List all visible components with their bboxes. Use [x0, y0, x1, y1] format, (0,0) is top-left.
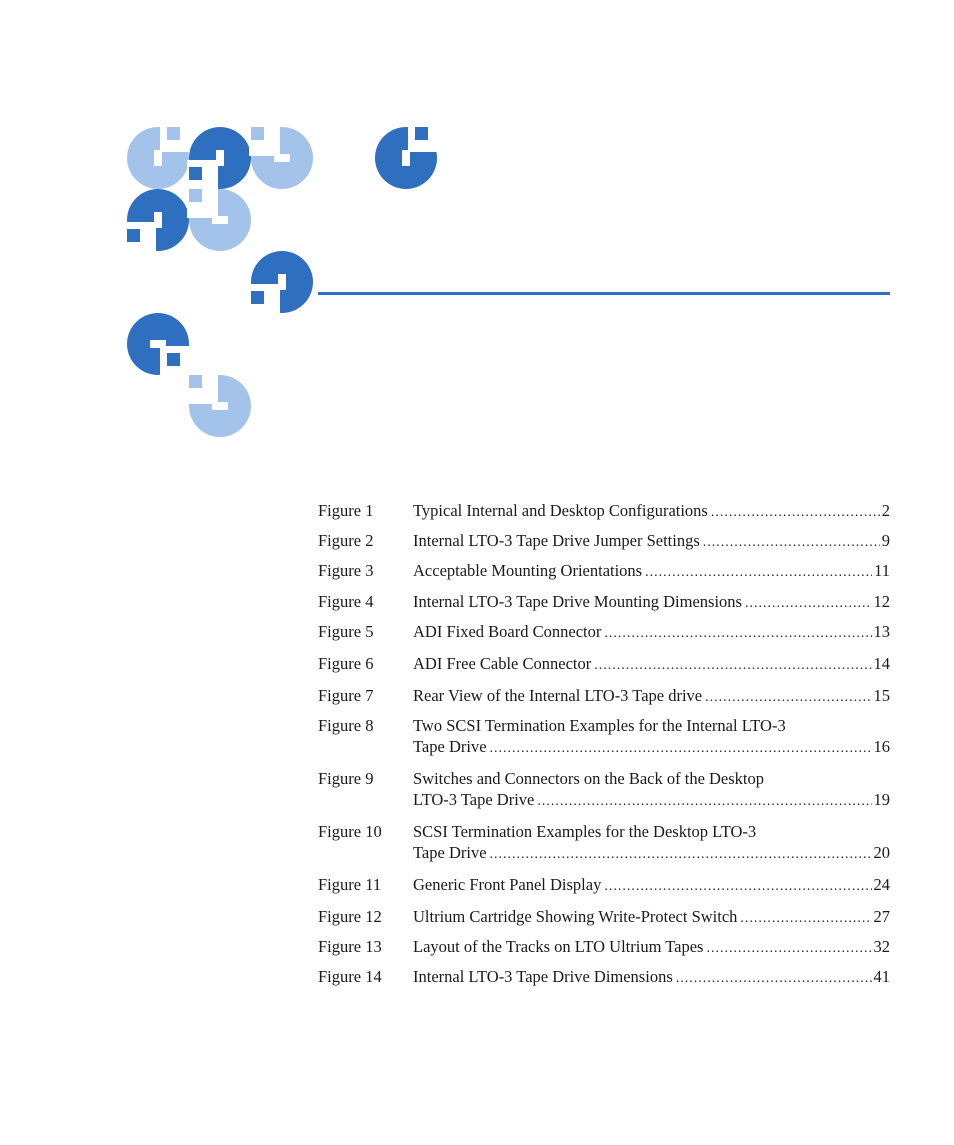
page-number: 12 — [873, 592, 890, 611]
figure-title: Two SCSI Termination Examples for the Internal LTO-3 — [413, 716, 786, 735]
figure-title: LTO-3 Tape Drive — [413, 790, 535, 809]
page-number: 27 — [873, 907, 890, 926]
page-number: 9 — [881, 531, 890, 550]
dot-leader — [604, 876, 871, 897]
page-number: 19 — [873, 790, 890, 809]
logo-tile-icon — [125, 189, 189, 255]
dot-leader — [537, 791, 871, 812]
figure-number: Figure 4 — [318, 592, 374, 611]
quantum-logo-pattern — [0, 0, 954, 460]
dot-leader — [705, 687, 871, 708]
figure-title: Layout of the Tracks on LTO Ultrium Tapes — [413, 937, 704, 956]
figure-title: SCSI Termination Examples for the Desktop LTO-3 — [413, 822, 757, 841]
figure-title: ADI Free Cable Connector — [413, 654, 592, 673]
logo-tile-icon — [187, 373, 251, 437]
dot-leader — [676, 968, 872, 989]
dot-leader — [711, 502, 880, 523]
figure-number: Figure 7 — [318, 686, 374, 705]
figure-title: Internal LTO-3 Tape Drive Jumper Settings — [413, 531, 700, 550]
page-number: 13 — [873, 622, 890, 641]
dot-leader — [745, 593, 872, 614]
figure-number: Figure 3 — [318, 561, 374, 580]
figure-number: Figure 8 — [318, 716, 374, 735]
figure-number: Figure 14 — [318, 967, 382, 986]
figure-title: Typical Internal and Desktop Configurations — [413, 501, 708, 520]
figure-title: Internal LTO-3 Tape Drive Mounting Dimensions — [413, 592, 742, 611]
figure-number: Figure 1 — [318, 501, 374, 520]
dot-leader — [490, 844, 872, 865]
logo-tile-icon — [187, 187, 251, 251]
page-number: 16 — [873, 737, 890, 756]
figure-title: ADI Fixed Board Connector — [413, 622, 602, 641]
figure-title: Tape Drive — [413, 843, 487, 862]
page-number: 32 — [873, 937, 890, 956]
figure-number: Figure 11 — [318, 875, 382, 894]
dot-leader — [604, 623, 871, 644]
page-number: 24 — [873, 875, 890, 894]
figure-title: Tape Drive — [413, 737, 487, 756]
dot-leader — [594, 655, 871, 676]
figure-number: Figure 13 — [318, 937, 382, 956]
logo-tile-icon — [249, 125, 313, 189]
page-number: 41 — [873, 967, 890, 986]
figure-number: Figure 6 — [318, 654, 374, 673]
logo-tile-icon — [375, 125, 441, 189]
chapter-rule — [318, 292, 890, 295]
figure-title: Rear View of the Internal LTO-3 Tape drive — [413, 686, 703, 705]
logo-tile-icon — [127, 313, 193, 379]
figure-number: Figure 12 — [318, 907, 382, 926]
dot-leader — [645, 562, 872, 583]
logo-tile-icon — [127, 125, 193, 189]
logo-tile-icon — [249, 251, 313, 317]
figure-title: Ultrium Cartridge Showing Write-Protect Switch — [413, 907, 738, 926]
figure-number: Figure 9 — [318, 769, 374, 788]
figure-title: Acceptable Mounting Orientations — [413, 561, 643, 580]
logo-tile-icon — [187, 127, 251, 193]
figure-number: Figure 2 — [318, 531, 374, 550]
page-number: 11 — [874, 561, 890, 580]
dot-leader — [706, 938, 871, 959]
figure-title: Generic Front Panel Display — [413, 875, 602, 894]
figure-title: Switches and Connectors on the Back of the Desktop — [413, 769, 765, 788]
page-number: 15 — [873, 686, 890, 705]
dot-leader — [703, 532, 880, 553]
page-number: 14 — [873, 654, 890, 673]
figure-title: Internal LTO-3 Tape Drive Dimensions — [413, 967, 673, 986]
page-number: 20 — [873, 843, 890, 862]
figure-number: Figure 5 — [318, 622, 374, 641]
figure-number: Figure 10 — [318, 822, 382, 841]
dot-leader — [490, 738, 872, 759]
page-number: 2 — [881, 501, 890, 520]
dot-leader — [740, 908, 871, 929]
